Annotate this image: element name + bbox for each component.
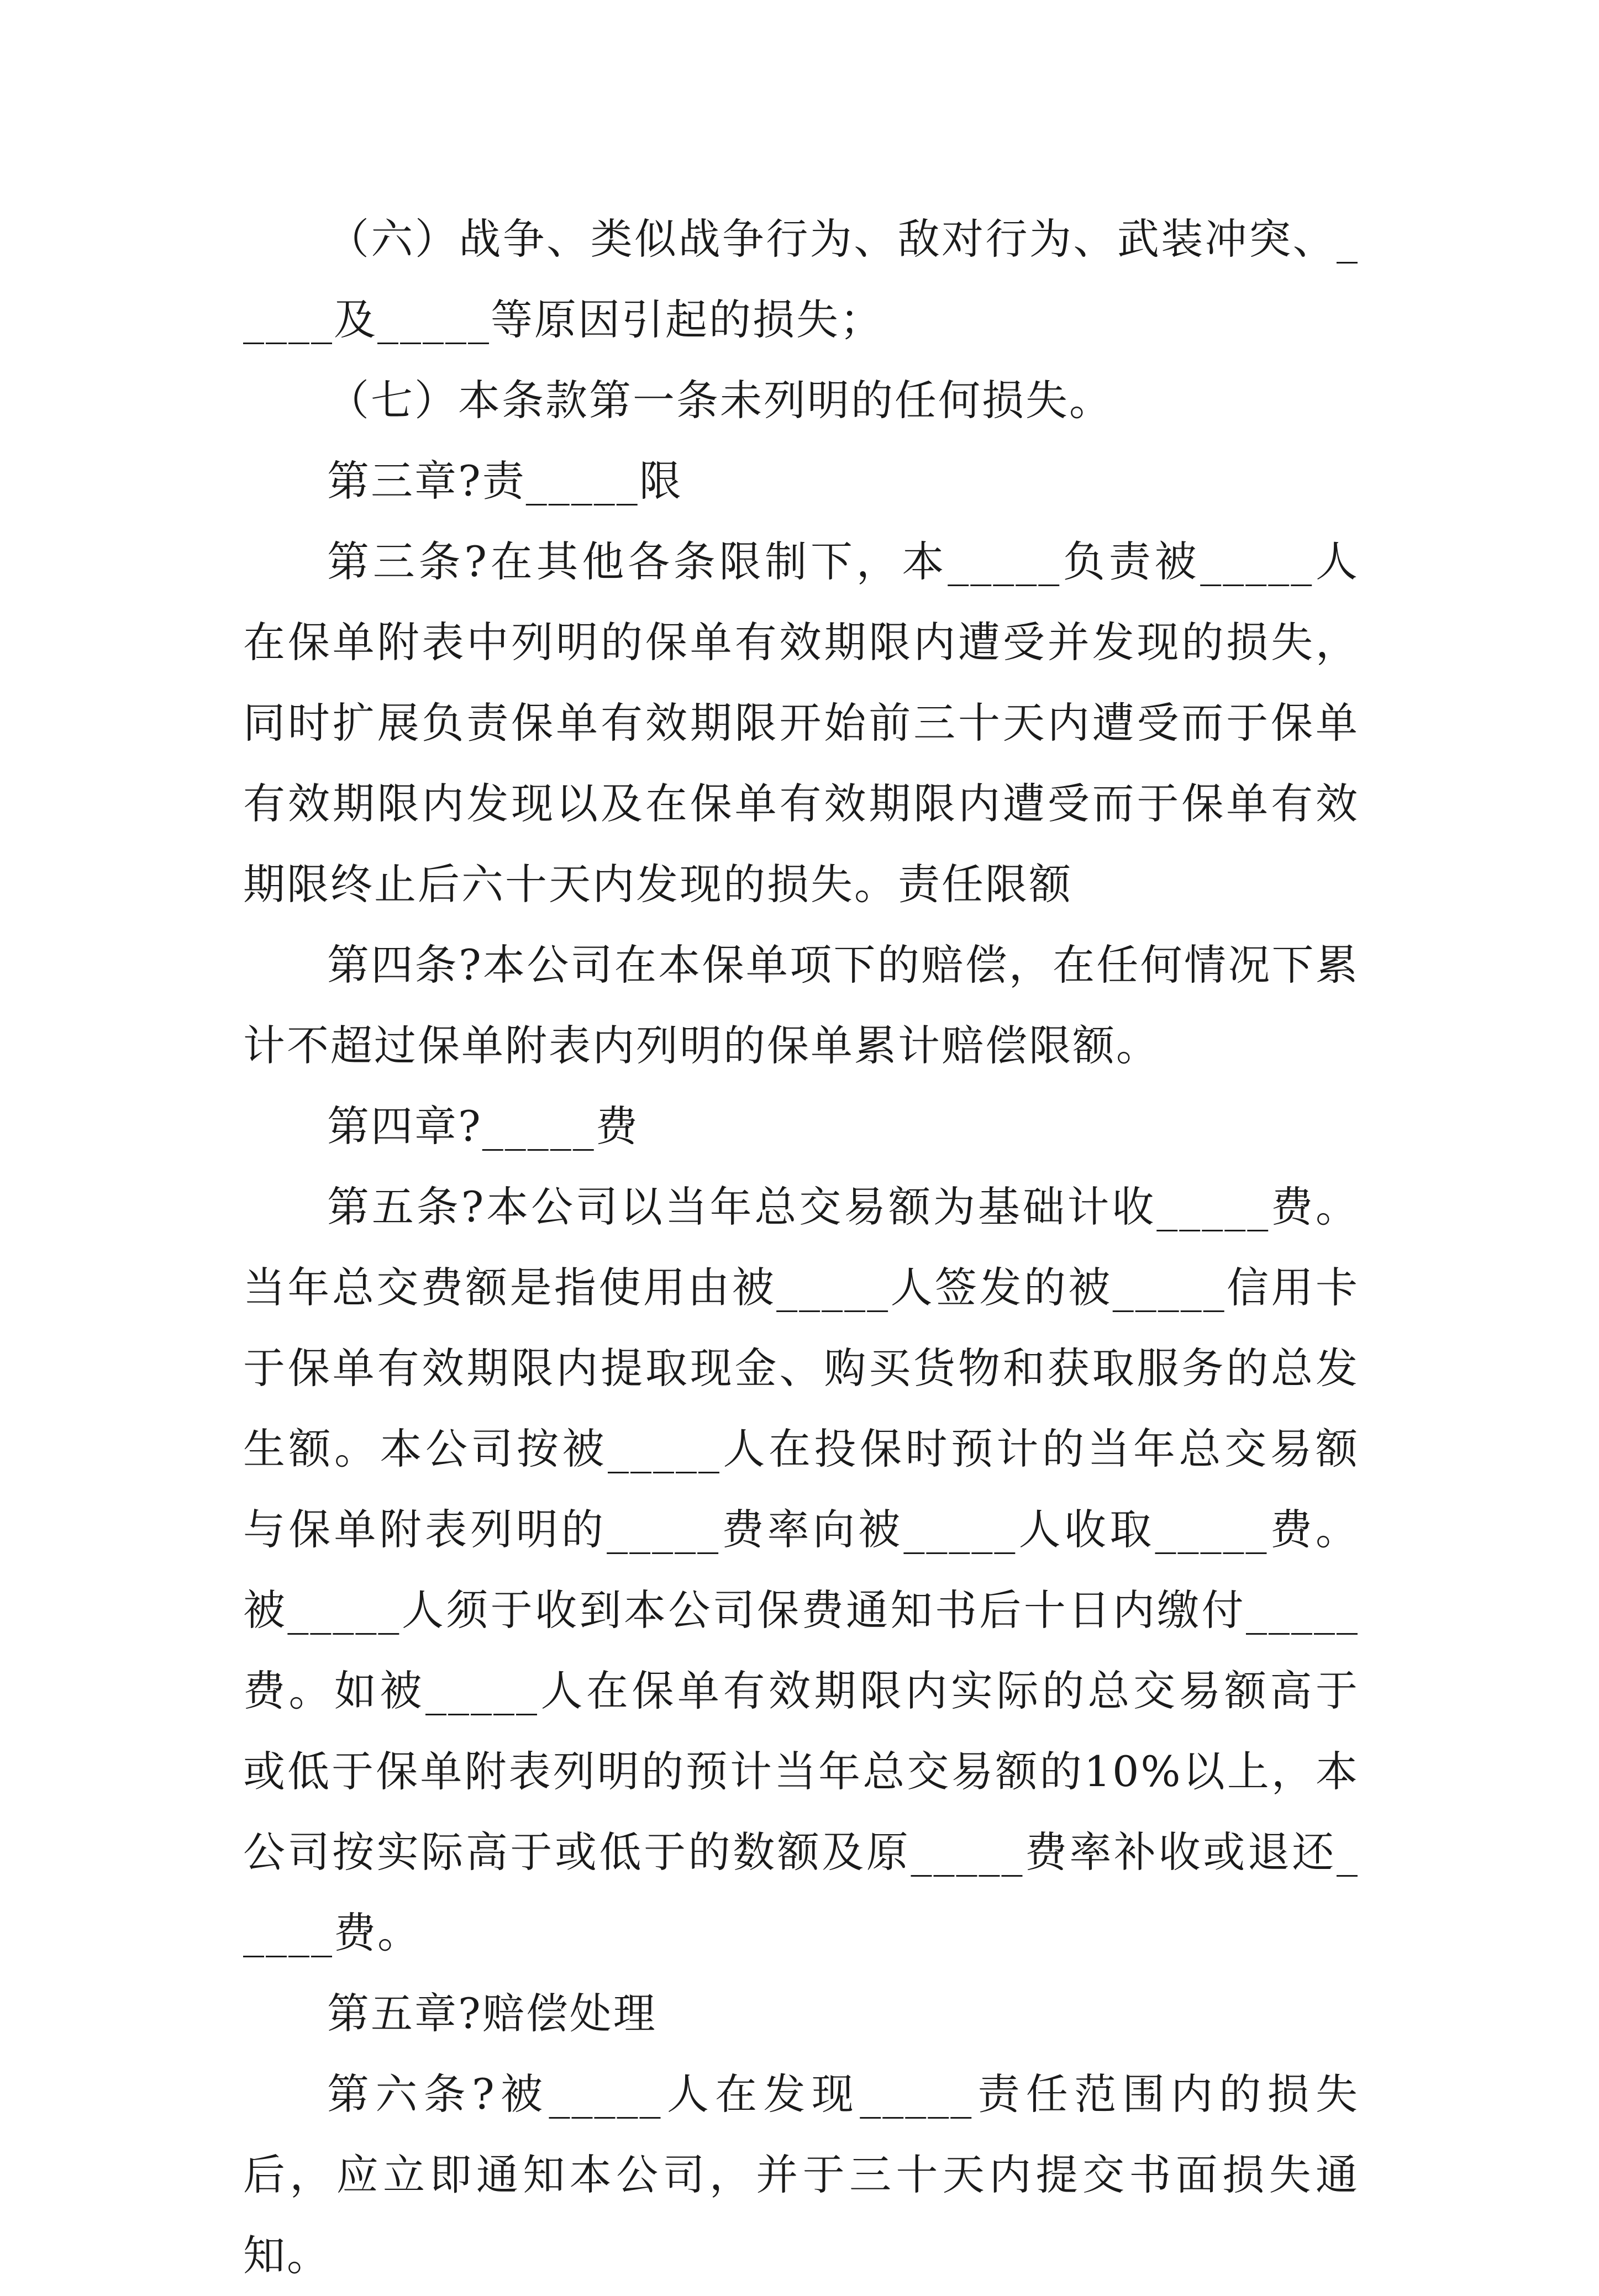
- chapter-5-heading: 第五章?赔偿处理: [327, 1989, 657, 2038]
- paragraph-clause-7: （七）本条款第一条未列明的任何损失。: [327, 376, 1113, 425]
- paragraph-clause-6: （六）战争、类似战争行为、敌对行为、武装冲突、_____及_____等原因引起的损失；: [243, 214, 1359, 344]
- article-5: 第五条?本公司以当年总交易额为基础计收_____费。当年总交费额是指使用由被_____人签发的被_____信用卡于保单有效期限内提取现金、购买货物和获取服务的总发生额。本公司按被_____人在投保时预计的当年总交易额与保单附表列明的_____费率向被_____人收取_____费。被_____人须于收到本公司保费通知书后十日内缴付_____费。如被_____人在保单有效期限内实际的总交易额高于或低于保单附表列明的预计当年总交易额的10%以上，本公司按实际高于或低于的数额及原_____费率补收或退还_____费。: [243, 1182, 1359, 1957]
- article-4: 第四条?本公司在本保单项下的赔偿，在任何情况下累计不超过保单附表内列明的保单累计赔偿限额。: [243, 940, 1359, 1070]
- chapter-4-heading: 第四章?_____费: [327, 1102, 639, 1151]
- article-3: 第三条?在其他各条限制下，本_____负责被_____人在保单附表中列明的保单有效期限内遭受并发现的损失，同时扩展负责保单有效期限开始前三十天内遭受而于保单有效期限内发现以及在保单有效期限内遭受而于保单有效期限终止后六十天内发现的损失。责任限额: [243, 537, 1359, 909]
- article-6: 第六条?被_____人在发现_____责任范围内的损失后，应立即通知本公司，并于三十天内提交书面损失通知。: [243, 2069, 1359, 2280]
- chapter-3-heading: 第三章?责_____限: [327, 456, 683, 505]
- document-body: [243, 199, 1359, 2296]
